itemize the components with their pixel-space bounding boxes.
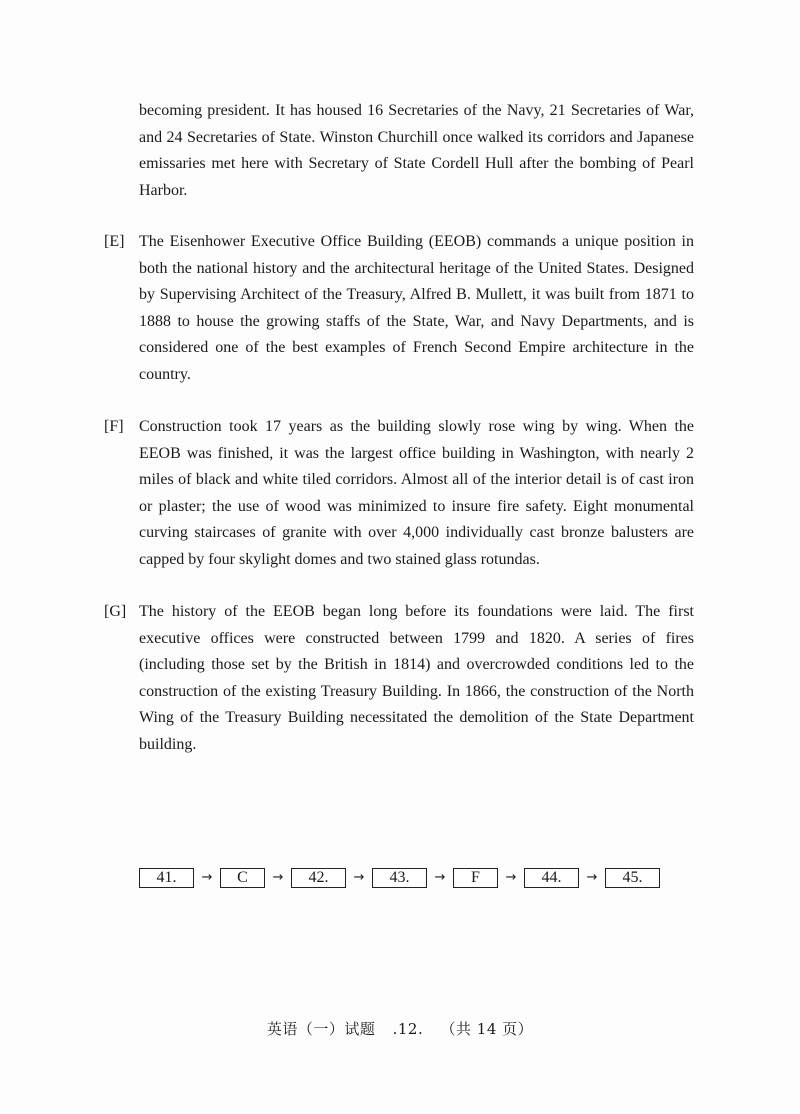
arrow-icon: → <box>586 870 598 885</box>
footer-total-pages: （共 14 页） <box>440 1020 534 1038</box>
paragraph-f <box>104 414 694 573</box>
paragraph-e <box>104 229 694 388</box>
answer-box-41[interactable]: 41. <box>139 868 194 888</box>
answer-box-given-c: C <box>220 868 265 888</box>
arrow-icon: → <box>434 870 446 885</box>
answer-box-43[interactable]: 43. <box>372 868 427 888</box>
arrow-icon: → <box>272 870 284 885</box>
answer-box-44[interactable]: 44. <box>524 868 579 888</box>
answer-box-given-f: F <box>453 868 498 888</box>
page-footer <box>0 1018 800 1039</box>
paragraph-g <box>104 599 694 758</box>
answer-box-42[interactable]: 42. <box>291 868 346 888</box>
arrow-icon: → <box>201 870 213 885</box>
paragraph-label: [E] <box>104 233 125 250</box>
paragraph-text: Construction took 17 years as the building slowly rose wing by wing. When the EEOB was finished, it was the largest office building in Washington, with nearly 2 miles of black and white tiled corridors. Almost all of the interior detail is of cast iron or plaster; the use of wood was minimized to insure fire safety. Eight monumental curving staircases of granite with over 4,000 individually cast bronze balusters are capped by four skylight domes and two stained glass rotundas. <box>139 418 694 568</box>
paragraph-d-continuation: becoming president. It has housed 16 Secretaries of the Navy, 21 Secretaries of War, and 24 Secretaries of State. Winston Churchill once walked its corridors and Japanese emissaries met here with Secretary of State Cordell Hull after the bombing of Pearl Harbor. <box>139 102 694 199</box>
paragraph-text: The Eisenhower Executive Office Building (EEOB) commands a unique position in both the national history and the architectural heritage of the United States. Designed by Supervising Architect of the Treasury, Alfred B. Mullett, it was built from 1871 to 1888 to house the growing staffs of the State, War, and Navy Departments, and is considered one of the best examples of French Second Empire architecture in the country. <box>139 233 694 383</box>
paragraph-label: [G] <box>104 603 127 620</box>
footer-subject: 英语（一）试题 <box>266 1020 376 1038</box>
answer-box-45[interactable]: 45. <box>605 868 660 888</box>
paragraph-text: The history of the EEOB began long before its foundations were laid. The first executive offices were constructed between 1799 and 1820. A series of fires (including those set by the British in 1814) and overcrowded conditions led to the construction of the existing Treasury Building. In 1866, the construction of the North Wing of the Treasury Building necessitated the demolition of the State Department building. <box>139 603 694 753</box>
footer-page-number: .12. <box>392 1020 424 1038</box>
answer-sequence <box>139 867 660 889</box>
paragraph-label: [F] <box>104 418 124 435</box>
arrow-icon: → <box>353 870 365 885</box>
arrow-icon: → <box>505 870 517 885</box>
